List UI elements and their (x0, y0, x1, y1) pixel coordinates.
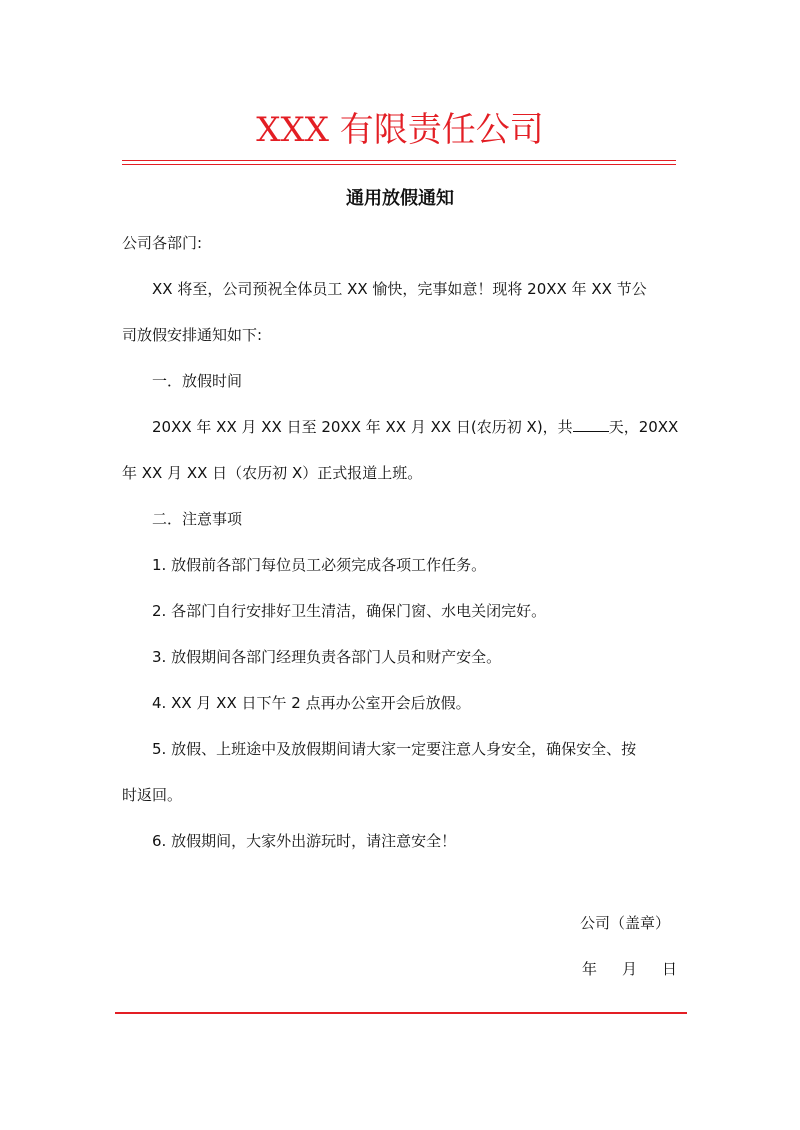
list-item: 3. 放假期间各部门经理负责各部门人员和财产安全。 (152, 648, 502, 666)
header-rule-bottom (122, 164, 676, 165)
company-name: XXX 有限责任公司 (256, 110, 544, 150)
footer-rule (115, 1012, 687, 1014)
section-heading-notes: 二．注意事项 (152, 510, 243, 528)
list-item: 2. 各部门自行安排好卫生清洁，确保门窗、水电关闭完好。 (152, 602, 547, 620)
intro-line-1: XX 将至，公司预祝全体员工 XX 愉快，完事如意！现将 20XX 年 XX 节公 (152, 280, 647, 298)
time-line-1-start: 20XX 年 XX 月 XX 日至 20XX 年 XX 月 XX 日(农历初 X)，共 (152, 418, 573, 436)
time-line-1-end: 天，20XX (608, 418, 679, 436)
salutation: 公司各部门: (122, 234, 203, 252)
company-seal-label: 公司（盖章） (580, 914, 671, 932)
list-item: 6. 放假期间，大家外出游玩时，请注意安全！ (152, 832, 457, 850)
list-item: 1. 放假前各部门每位员工必须完成各项工作任务。 (152, 556, 487, 574)
section-heading-time: 一．放假时间 (152, 372, 243, 390)
list-item-continuation: 时返回。 (122, 786, 183, 804)
header-rule-top (122, 160, 676, 161)
time-line-2: 年 XX 月 XX 日（农历初 X）正式报道上班。 (122, 464, 423, 482)
days-blank-field (573, 417, 609, 432)
date-day-label: 日 (662, 960, 678, 978)
document-title: 通用放假通知 (346, 188, 454, 209)
time-line-1 (152, 416, 678, 438)
date-month-label: 月 (622, 960, 638, 978)
date-year-label: 年 (582, 960, 598, 978)
intro-line-2: 司放假安排通知如下: (122, 326, 263, 344)
list-item: 5. 放假、上班途中及放假期间请大家一定要注意人身安全，确保安全、按 (152, 740, 637, 758)
list-item: 4. XX 月 XX 日下午 2 点再办公室开会后放假。 (152, 694, 471, 712)
